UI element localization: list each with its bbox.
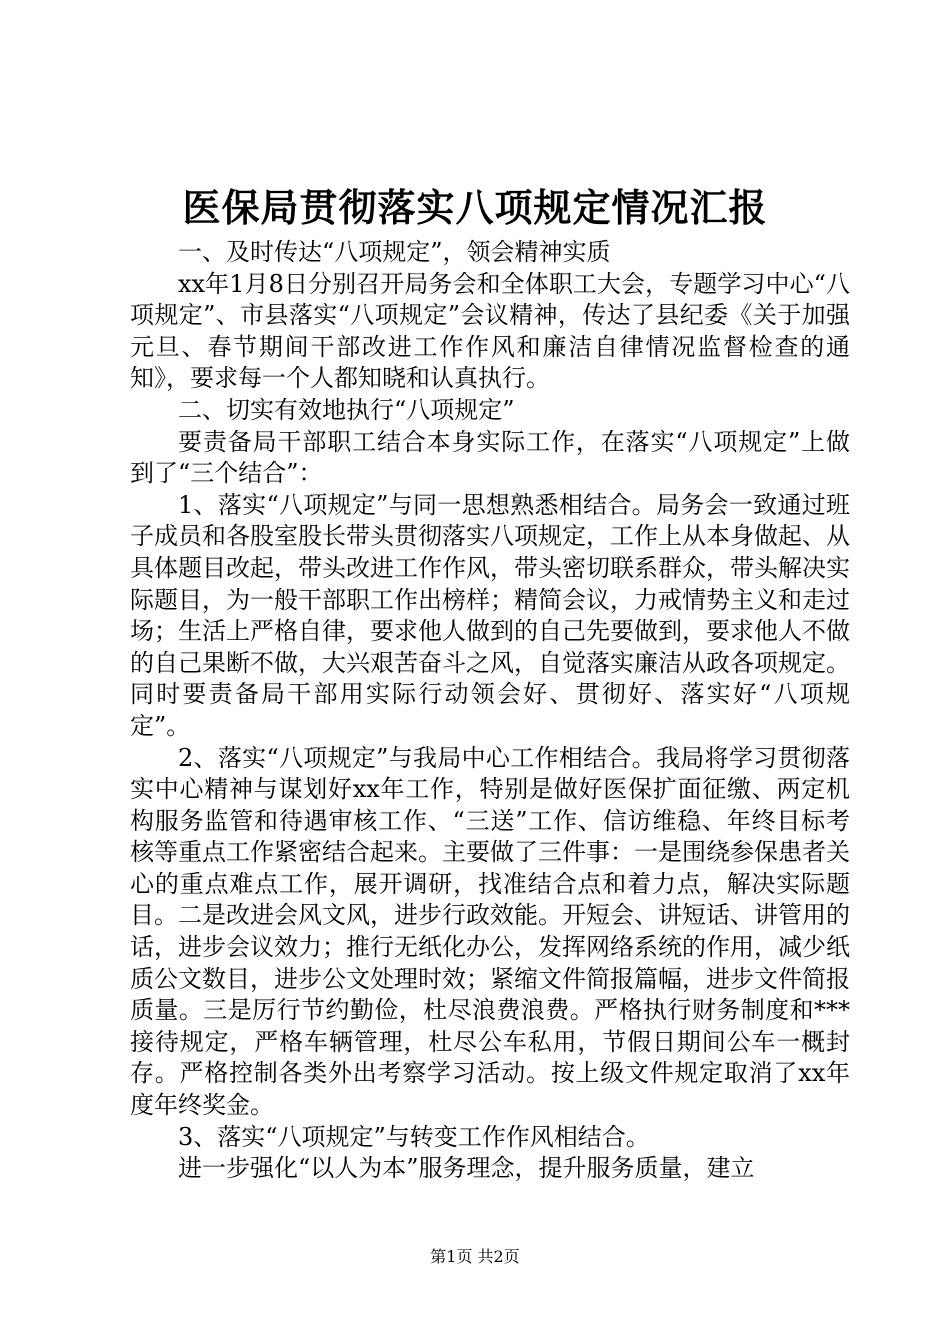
body-paragraph: 要责备局干部职工结合本身实际工作，在落实“八项规定”上做到了“三个结合”： — [130, 427, 850, 488]
body-paragraph: xx年1月8日分别召开局务会和全体职工大会，专题学习中心“八项规定”、市县落实“八项规定”会议精神，传达了县纪委《关于加强元旦、春节期间干部改进工作作风和廉洁自律情况监督检查的通知》，要求每一个人都知晓和认真执行。 — [130, 269, 850, 393]
document-body — [130, 237, 850, 1185]
list-item-1: 1、落实“八项规定”与同一思想熟悉相结合。局务会一致通过班子成员和各股室股长带头贯彻落实八项规定，工作上从本身做起、从具体题目改起，带头改进工作作风，带头密切联系群众，带头解决实际题目，为一般干部职工作出榜样；精简会议，力戒情势主义和走过场；生活上严格自律，要求他人做到的自己先要做到，要求他人不做的自己果断不做，大兴艰苦奋斗之风，自觉落实廉洁从政各项规定。同时要责备局干部用实际行动领会好、贯彻好、落实好“八项规定”。 — [130, 490, 850, 740]
document-title: 医保局贯彻落实八项规定情况汇报 — [182, 185, 768, 230]
list-item-3: 3、落实“八项规定”与转变工作作风相结合。 — [178, 1122, 650, 1151]
page-number-footer: 第1页 共2页 — [430, 1247, 520, 1266]
list-item-2: 2、落实“八项规定”与我局中心工作相结合。我局将学习贯彻落实中心精神与谋划好xx年工作，特别是做好医保扩面征缴、两定机构服务监管和待遇审核工作、“三送”工作、信访维稳、年终目标考核等重点工作紧密结合起来。主要做了三件事：一是围绕参保患者关心的重点难点工作，展开调研，找准结合点和着力点，解决实际题目。二是改进会风文风，进步行政效能。开短会、讲短话、讲管用的话，进步会议效力；推行无纸化办公，发挥网络系统的作用，减少纸质公文数目，进步公文处理时效；紧缩文件简报篇幅，进步文件简报质量。三是厉行节约勤俭，杜尽浪费浪费。严格执行财务制度和***接待规定，严格车辆管理，杜尽公车私用，节假日期间公车一概封存。严格控制各类外出考察学习活动。按上级文件规定取消了xx年度年终奖金。 — [130, 743, 850, 1120]
body-paragraph: 进一步强化“以人为本”服务理念，提升服务质量，建立 — [178, 1154, 755, 1183]
section-heading-1: 一、及时传达“八项规定”，领会精神实质 — [178, 238, 611, 266]
section-heading-2: 二、切实有效地执行“八项规定” — [178, 395, 515, 424]
